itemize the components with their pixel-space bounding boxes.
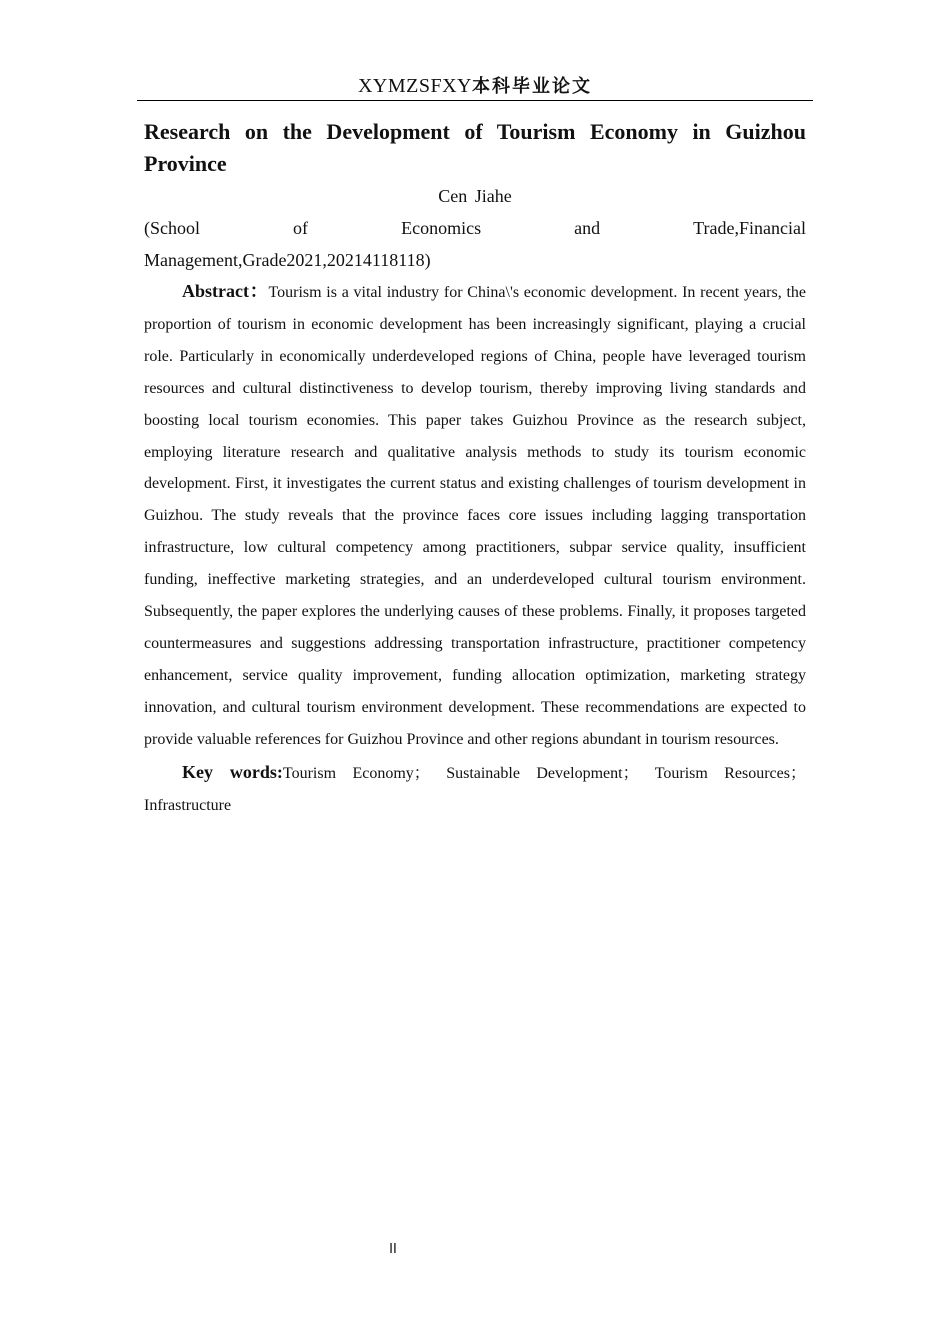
running-header xyxy=(137,72,813,101)
paper-title: Research on the Development of Tourism Economy in Guizhou Province xyxy=(144,119,806,176)
abstract-paragraph xyxy=(144,276,806,756)
keywords-paragraph xyxy=(144,756,806,822)
abstract-text: Tourism is a vital industry for China\'s economic development. In recent years, the proportion of tourism in economic development has been increasingly significant, playing a crucial role. Particularly in economically underdeveloped regions of China, people have leveraged tourism resources and cultural distinctiveness to develop tourism, thereby improving living standards and boosting local tourism economies. This paper takes Guizhou Province as the research subject, employing literature research and qualitative analysis methods to study its tourism economic development. First, it investigates the current status and existing challenges of tourism development in Guizhou. The study reveals that the province faces core issues including lagging transportation infrastructure, low cultural competency among practitioners, subpar service quality, insufficient funding, ineffective marketing strategies, and an underdeveloped cultural tourism environment. Subsequently, the paper explores the underlying causes of these problems. Finally, it proposes targeted countermeasures and suggestions addressing transportation infrastructure, practitioner competency enhancement, service quality improvement, funding allocation optimization, marketing strategy innovation, and cultural tourism environment development. These recommendations are expected to provide valuable references for Guizhou Province and other regions abundant in tourism resources. xyxy=(144,284,806,748)
abstract-label: Abstract： xyxy=(182,281,269,301)
keywords-label: Key words: xyxy=(182,761,283,782)
header-latin: XYMZSFXY xyxy=(357,75,473,97)
affiliation-line-1 xyxy=(144,212,806,244)
header-chinese: 本科毕业论文 xyxy=(472,76,593,97)
affiliation-word: (School xyxy=(144,218,200,238)
author-name: Cen Jiahe xyxy=(438,186,512,206)
page-number: II xyxy=(389,1242,397,1257)
affiliation-word: Trade,Financial xyxy=(693,218,806,238)
affiliation-word: of xyxy=(293,218,309,238)
affiliation-word: and xyxy=(574,218,601,238)
affiliation-line-2: Management,Grade2021,20214118118) xyxy=(144,250,431,270)
abstract-section xyxy=(144,116,806,822)
keywords-text: Tourism Economy； Sustainable Development； Tourism Resources；Infrastructure xyxy=(144,764,806,814)
affiliation-word: Economics xyxy=(401,218,482,238)
affiliation xyxy=(144,212,806,276)
